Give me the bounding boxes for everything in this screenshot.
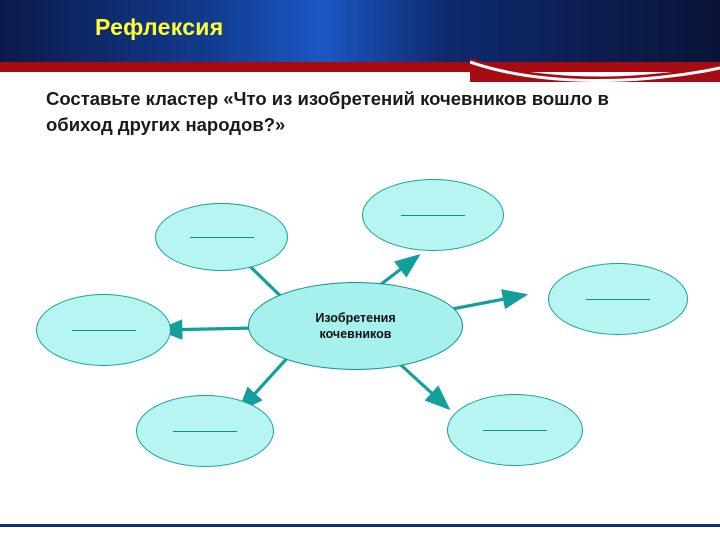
blank-answer-line	[401, 214, 465, 216]
cluster-node-bottom-right[interactable]	[447, 394, 583, 466]
cluster-center-label: Изобретения кочевников	[315, 310, 396, 341]
blank-answer-line	[190, 236, 254, 238]
cluster-node-right[interactable]	[548, 263, 688, 335]
blank-answer-line	[483, 429, 547, 431]
blank-answer-line	[72, 329, 136, 331]
task-prompt: Составьте кластер «Что из изобретений кочевников вошло в обиход других народов?»	[46, 88, 609, 136]
page-title: Рефлексия	[95, 14, 224, 40]
blank-answer-line	[173, 430, 237, 432]
cluster-diagram	[0, 160, 720, 505]
cluster-node-top-left[interactable]	[155, 203, 288, 271]
footer-rule	[0, 524, 720, 527]
blank-answer-line	[586, 298, 650, 300]
cluster-center-node[interactable]	[248, 282, 463, 370]
cluster-node-left[interactable]	[36, 294, 171, 366]
header-curve-decoration	[470, 56, 720, 82]
cluster-node-bottom-left[interactable]	[136, 395, 274, 467]
cluster-node-top-right[interactable]	[362, 179, 504, 251]
connector-left	[160, 328, 255, 330]
